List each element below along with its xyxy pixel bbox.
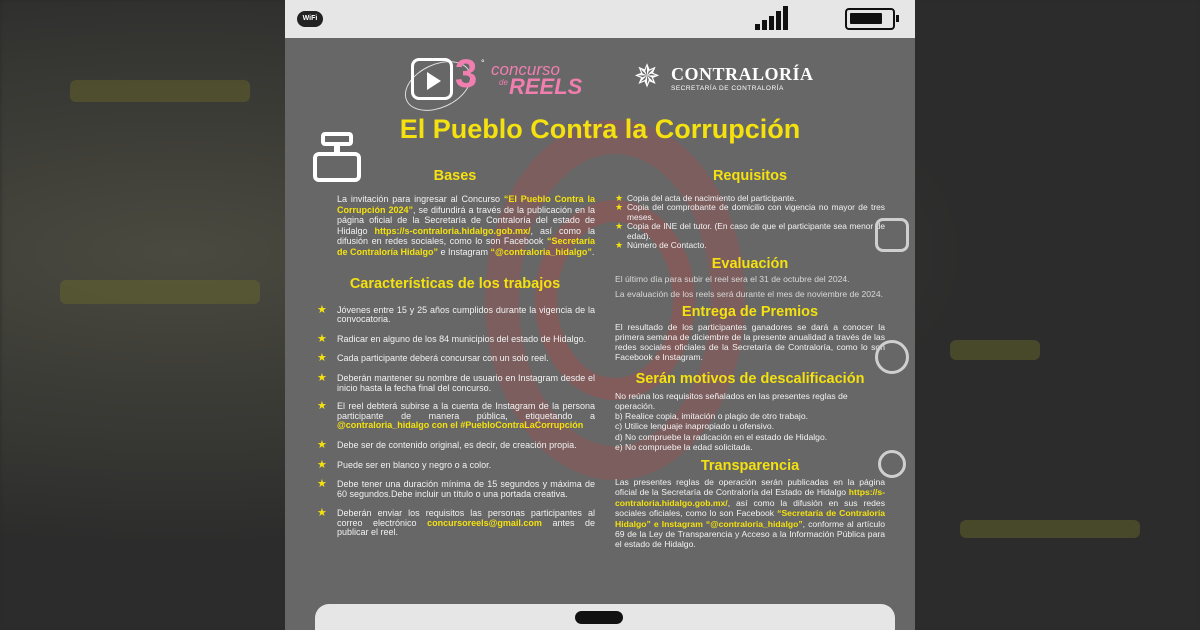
battery-icon [845, 8, 895, 30]
evaluacion-text-1: El último día para subir el reel sera el 31 de octubre del 2024. [615, 274, 850, 285]
evaluacion-heading: Evaluación [711, 256, 789, 273]
descalificacion-item: b) Realice copia, imitación o plagio de otro trabajo. [615, 410, 808, 421]
list-item: ★ Copia del acta de nacimiento del participante. [615, 193, 797, 203]
signal-icon [755, 6, 791, 30]
list-item: ★ El reel debterá subirse a la cuenta de Instagram de la persona participante de manera pública, etiquetando a @contraloria_hidalgo con el #PuebloContraLaCorrupción [317, 400, 595, 431]
transparencia-text: Las presentes reglas de operación serán publicadas en la página oficial de la Secretaría de Contraloría del Estado de Hidalgo https://s-contraloria.hidalgo.gob.mx/, así como la difusión en sus redes sociales oficiales, como lo son Facebook “Secretaría de Contraloría Hidalgo” e Instagram “@contraloria_hidalgo”, conforme al artículo 69 de la Ley de Transparencia y Acceso a la Información Pública para el estado de Hidalgo. [615, 477, 885, 550]
left-column [315, 168, 595, 538]
requisitos-list [615, 194, 885, 250]
star-emblem-icon: ✵ [633, 58, 661, 94]
evaluacion-text-2: La evaluación de los reels será durante el mes de noviembre de 2024. [615, 289, 884, 300]
contraloria-logo: ✵ CONTRALORÍA SECRETARÍA DE CONTRALORÍA [631, 60, 821, 100]
caracteristicas-list [315, 303, 595, 539]
caracteristicas-heading: Características de los trabajos [349, 275, 561, 292]
background-decoration [60, 280, 260, 304]
phone-screen [285, 0, 915, 630]
transparencia-heading: Transparencia [700, 458, 800, 474]
background-decoration [960, 520, 1140, 538]
background-decoration [70, 80, 250, 102]
page-title: El Pueblo Contra la Corrupción [399, 114, 801, 144]
status-bar [285, 0, 915, 38]
list-item: ★ Puede ser en blanco y negro o a color. [317, 458, 492, 471]
premios-text: El resultado de los participantes ganadores se dará a conocer la primera semana de diciembre de la presente anualidad a través de las redes sociales oficiales de la Secretaría de Contraloría, como lo son Facebook e Instagram. [615, 321, 885, 362]
settings-side-icon [878, 450, 906, 478]
descalificacion-item: c) Utilice lenguaje inapropiado u ofensivo. [615, 421, 775, 432]
home-indicator[interactable] [575, 611, 623, 624]
bases-heading: Bases [433, 168, 477, 184]
descalificacion-item: d) No compruebe la radicación en el estado de Hidalgo. [615, 431, 828, 442]
list-item: ★ Deberán mantener su nombre de usuario en Instagram desde el inicio hasta la fecha final del concurso. [317, 371, 595, 393]
background-decoration [950, 340, 1040, 360]
list-item: ★ Número de Contacto. [615, 240, 707, 251]
descalificacion-item: e) No compruebe la edad solicitada. [615, 442, 753, 453]
camera-side-icon [875, 218, 909, 252]
list-item: ★ Cada participante deberá concursar con un solo reel. [317, 352, 549, 365]
list-item: ★ Debe tener una duración mínima de 15 segundos y máxima de 60 segundos.Debe incluir un título o una portada creativa. [317, 478, 595, 499]
shutter-side-icon [875, 340, 909, 374]
list-item: ★ Debe ser de contenido original, es decir, de creación propia. [317, 438, 577, 451]
list-item: ★ Jóvenes entre 15 y 25 años cumplidos durante la vigencia de la convocatoria. [317, 303, 595, 325]
descalificacion-intro: No reúna los requisitos señalados en las presentes reglas de operación. [615, 390, 848, 411]
wifi-icon: WiFi [297, 11, 323, 27]
bases-text: La invitación para ingresar al Concurso “El Pueblo Contra la Corrupción 2024”, se difundirá a través de la publicación en la página oficial de la Secretaría de Contraloría del estado de Hidalgo https://s-contraloria.hidalgo.gob.mx/, así como la difusión en redes sociales, como lo son Facebook “Secretaría de Contraloría Hidalgo” e Instagram “@contraloria_hidalgo”. [337, 194, 596, 257]
premios-heading: Entrega de Premios [681, 303, 819, 320]
requisitos-heading: Requisitos [712, 168, 788, 184]
list-item: ★ Copia del comprobante de domicilio con vigencia no mayor de tres meses. [615, 202, 885, 222]
descalificacion-heading: Serán motivos de descalificación [635, 370, 865, 387]
list-item: ★ Copia de INE del tutor. (En caso de que el participante sea menor de edad). [615, 221, 885, 241]
concurso-reels-logo: 3 ° concurso de REELS [403, 50, 593, 110]
list-item: ★ Radicar en alguno de los 84 municipios del estado de Hidalgo. [317, 332, 587, 345]
list-item: ★ Deberán enviar los requisitos las personas participantes al correo electrónico concursoreels@gmail.com antes de publicar el reel. [317, 507, 595, 538]
play-icon [411, 58, 453, 100]
right-column [615, 168, 885, 550]
